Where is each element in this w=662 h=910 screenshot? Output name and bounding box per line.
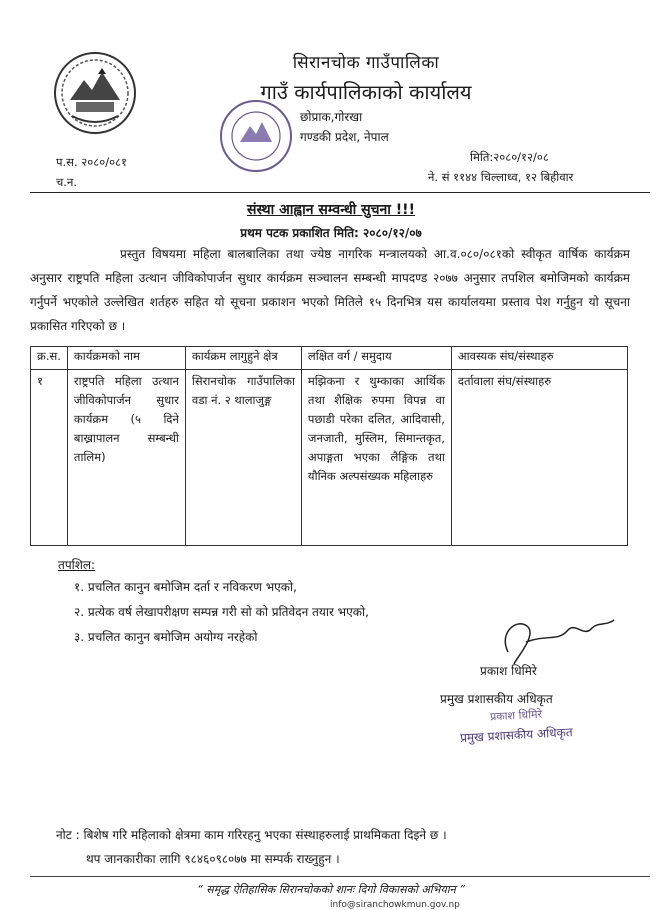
footer-divider	[30, 876, 650, 877]
col-header-target: लक्षित वर्ग / समुदाय	[301, 347, 451, 370]
condition-item: १. प्रचलित कानुन बमोजिम दर्ता र नविकरण भएको,	[74, 580, 297, 594]
footer-email: info@siranchowkmun.gov.np	[330, 900, 460, 910]
cell-program: राष्ट्रपति महिला उत्थान जीविकोपार्जन सुधार कार्यक्रम (५ दिने बाख्रापालन सम्बन्धी तालिम)	[67, 370, 185, 546]
cell-required: दर्तावाला संघ/संस्थाहरु	[451, 370, 627, 546]
notice-date: मिति:२०८०/१२/०८	[470, 150, 549, 164]
col-header-program: कार्यक्रमको नाम	[67, 347, 185, 370]
note-line-1: नोट : बिशेष गरि महिलाको क्षेत्रमा काम गरिरहनु भएका संस्थाहरुलाई प्राथमिकता दिइने छ ।	[56, 828, 447, 842]
table-row	[31, 370, 628, 546]
nepal-sambat-date: ने. सं ११४४ चिल्लाध्व, १२ बिहीवार	[428, 170, 574, 184]
program-table	[30, 346, 628, 546]
condition-item: २. प्रत्येक वर्ष लेखापरीक्षण सम्पन्न गरी सो को प्रतिवेदन तयार भएको,	[74, 605, 369, 619]
office-name: गाउँ कार्यपालिकाको कार्यालय	[260, 80, 472, 104]
notice-body: प्रस्तुत विषयमा महिला बालबालिका तथा ज्येष्ठ नागरिक मन्त्रालयको आ.व.०८०/०८१को स्वीकृत वार्षिक कार्यक्रम अनुसार राष्ट्रपति महिला उत्थान जीविकोपार्जन सुधार कार्यक्रम सञ्चालन सम्बन्धी मापदण्ड २०७७ अनुसार तपशिल बमोजिमको कार्यक्रम गर्नुपर्ने भएकोले उल्लेखित शर्तहरु सहित यो सूचना प्रकाशन भएको मितिले १५ दिनभित्र यस कार्यालयमा प्रस्ताव पेश गर्नुहुन यो सूचना प्रकासित गरिएको छ ।	[30, 247, 630, 333]
footer-slogan: “ समृद्ध ऐतिहासिक सिरानचोकको शानः दिगो विकासको अभियान ”	[197, 883, 465, 896]
col-header-required: आवस्यक संघ/संस्थाहरु	[451, 347, 627, 370]
publication-date: प्रथम पटक प्रकाशित मिति: २०८०/१२/०७	[240, 226, 422, 240]
office-seal-icon	[218, 98, 294, 174]
cell-target: मझिकना र थुम्काका आर्थिक तथा शैक्षिक रुपमा विपन्न वा पछाडी परेका दलित, आदिवासी, जनजाती, मुस्लिम, सिमान्तकृत, अपाङ्गता भएका लैङ्गिक तथा यौनिक अल्पसंख्यक महिलाहरु	[301, 370, 451, 546]
cell-area: सिरानचोक गाउँपालिका वडा नं. २ थालाजुङ्ग	[185, 370, 301, 546]
dispatch-number: च.न.	[56, 175, 77, 189]
table-header-row	[31, 347, 628, 370]
stamp-name: प्रकाश धिमिरे	[489, 707, 543, 724]
header-divider	[30, 192, 650, 193]
reference-number: प.स. २०८०/०८१	[56, 155, 128, 169]
col-header-area: कार्यक्रम लागुहुने क्षेत्र	[185, 347, 301, 370]
address-line-1: छोप्राक,गोरखा	[300, 110, 363, 124]
col-header-sn: क्र.स.	[31, 347, 68, 370]
conditions-heading: तपशिल:	[58, 558, 96, 572]
note-line-2: थप जानकारीका लागि ९८४६०९८०७७ मा सम्पर्क राख्नुहुन ।	[86, 852, 340, 866]
notice-title: संस्था आह्वान सम्वन्धी सुचना !!!	[247, 202, 415, 218]
address-line-2: गण्डकी प्रदेश, नेपाल	[300, 130, 389, 144]
cell-sn: १	[31, 370, 68, 546]
signatory-role: प्रमुख प्रशासकीय अधिकृत	[440, 692, 553, 706]
municipality-name: सिरानचोक गाउँपालिका	[292, 53, 440, 73]
condition-item: ३. प्रचलित कानुन बमोजिम अयोग्य नरहेको	[74, 630, 258, 644]
signatory-name: प्रकाश धिमिरे	[480, 664, 537, 678]
stamp-role: प्रमुख प्रशासकीय अधिकृत	[459, 725, 573, 745]
